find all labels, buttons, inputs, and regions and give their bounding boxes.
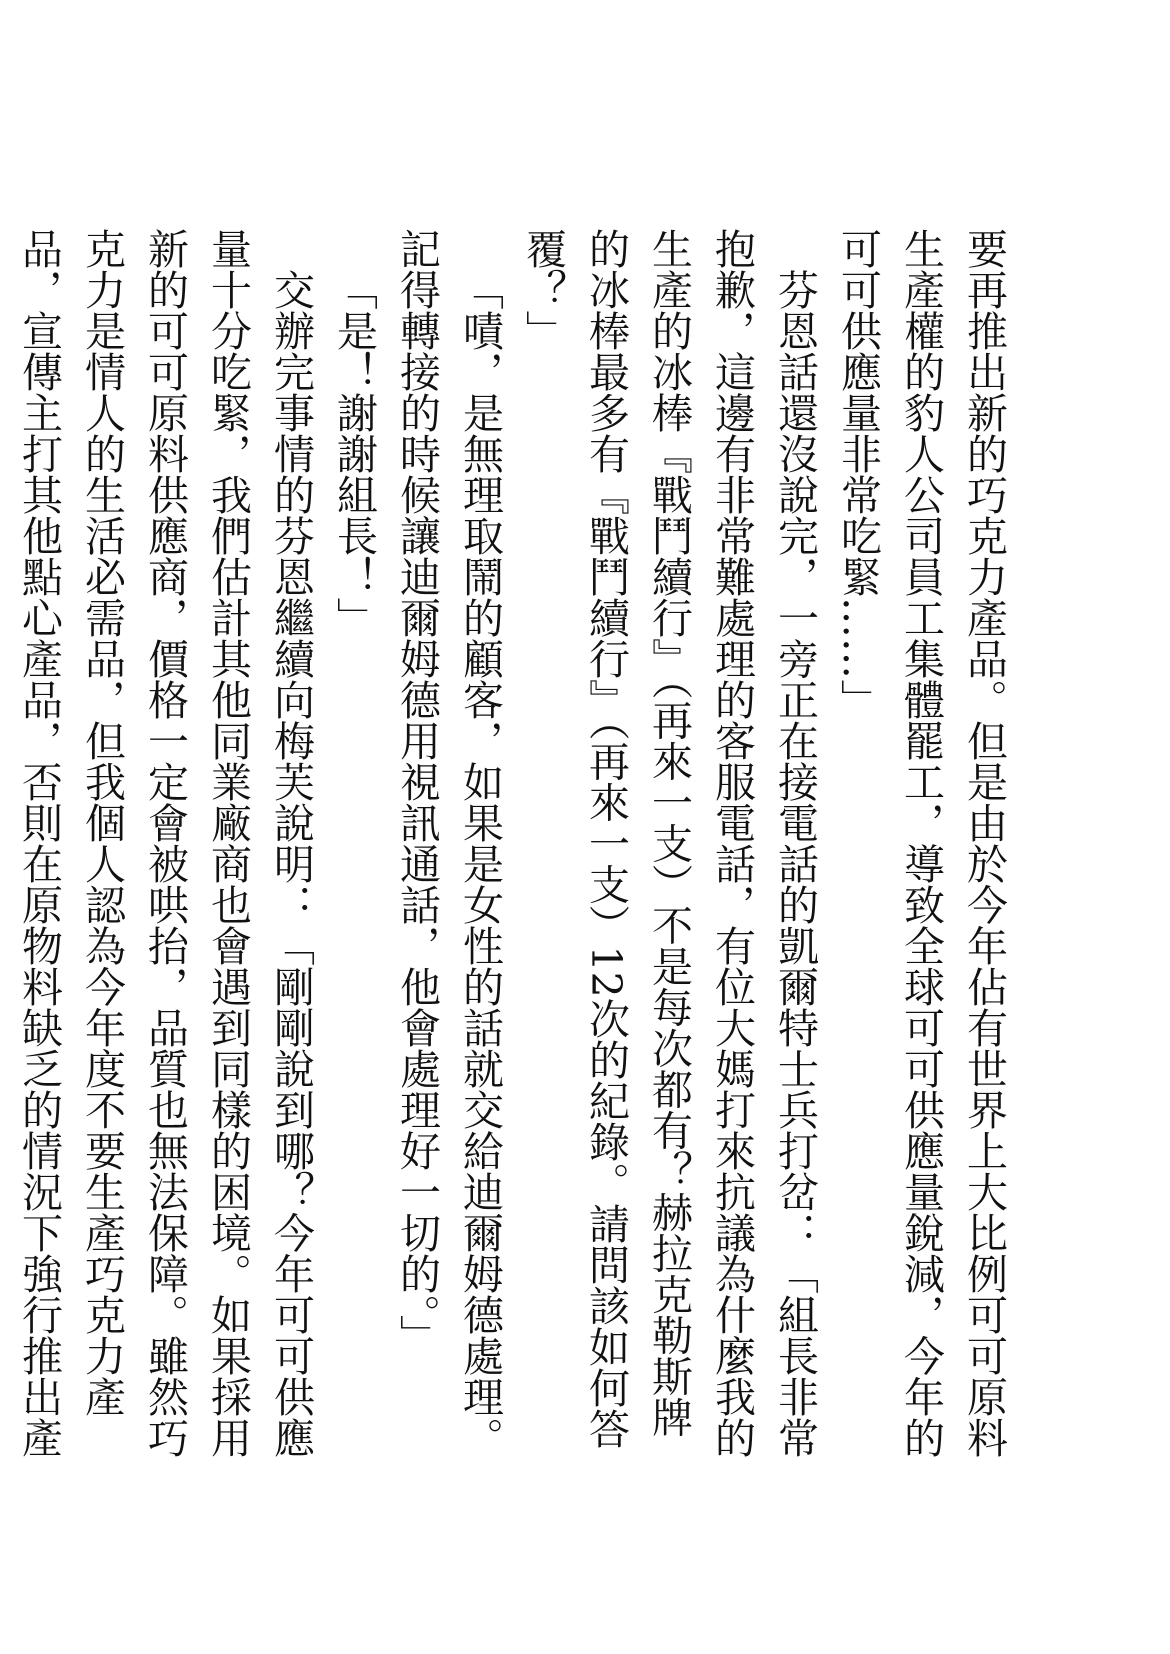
vertical-text-body	[0, 228, 1015, 1468]
paragraph-1: 要再推出新的巧克力產品。但是由於今年佔有世界上大比例可可原料生產權的豹人公司員工集體罷工，導致全球可可供應量銳減，今年的可可供應量非常吃緊……」	[834, 228, 1008, 1458]
paragraph-5: 交辦完事情的芬恩繼續向梅芙說明：「剛剛說到哪？今年可可供應量十分吃緊，我們估計其他同業廠商也會遇到同樣的困境。如果採用新的可可原料供應商，價格一定會被哄抬，品質也無法保障。雖然巧克力是情人的生活必需品，但我個人認為今年度不要生產巧克力產品，宣傳主打其他點心產品，否則在原物料缺乏的情況下強行推出產	[15, 228, 315, 1458]
paragraph-4: 「是！謝謝組長！」	[330, 269, 378, 638]
paragraph-3: 「嘖，是無理取鬧的顧客，如果是女性的話就交給迪爾姆德處理。記得轉接的時候讓迪爾姆德用視訊通話，他會處理好一切的。」	[393, 228, 504, 1458]
paragraph-2: 芬恩話還沒說完，一旁正在接電話的凱爾特士兵打岔：「組長非常抱歉，這邊有非常難處理的客服電話，有位大媽打來抗議為什麼我的生產的冰棒『戰鬥續行』（再來一支）不是每次都有？赫拉克勒斯牌的冰棒最多有『戰鬥續行』（再來一支）12次的紀錄。請問該如何答覆？」	[519, 228, 819, 1458]
